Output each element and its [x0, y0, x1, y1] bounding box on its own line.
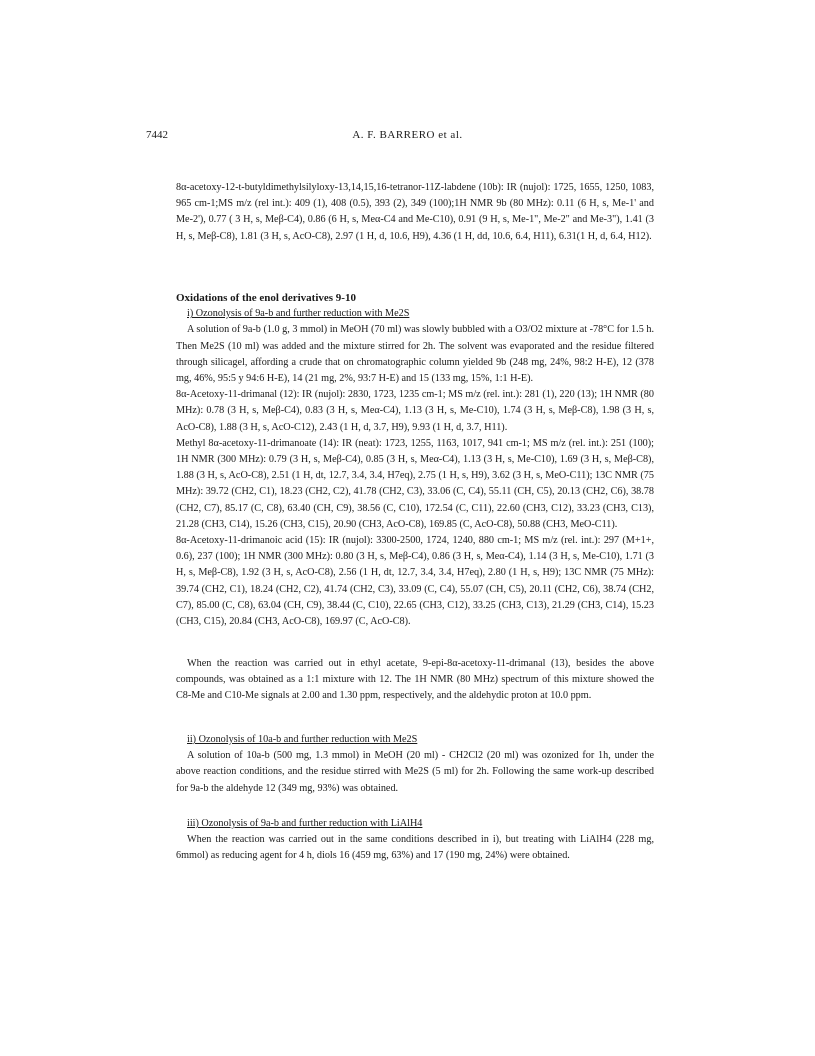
oxidations-section: [176, 290, 654, 630]
subsection-i-title: i) Ozonolysis of 9a-b and further reduction with Me2S: [187, 308, 410, 320]
paragraph-compound-13: When the reaction was carried out in ethyl acetate, 9-epi-8α-acetoxy-11-drimanal (13), besides the above compounds, was obtained as a 1:1 mixture with 12. The 1H NMR (80 MHz) spectrum of this mixture showed the C8-Me and C10-Me signals at 2.00 and 1.30 ppm, respectively, and the aldehydic proton at 10.0 ppm.: [176, 658, 654, 702]
paragraph-ozonolysis-10ab: A solution of 10a-b (500 mg, 1.3 mmol) in MeOH (20 ml) - CH2Cl2 (20 ml) was ozonized for 1h, under the above reaction conditions, and the residue stirred with Me2S (5 ml) for 2h. Following the same work-up described for 9a-b the aldehyde 12 (349 mg, 93%) was obtained.: [176, 750, 654, 794]
subsection-ii-title: ii) Ozonolysis of 10a-b and further reduction with Me2S: [187, 734, 418, 745]
ethyl-acetate-note: [176, 656, 654, 705]
page-number: 7442: [146, 129, 168, 141]
paragraph-compound-14: Methyl 8α-acetoxy-11-drimanoate (14): IR (neat): 1723, 1255, 1163, 1017, 941 cm-1; MS m/z (rel. int.): 251 (100); 1H NMR (300 MHz): 0.79 (3 H, s, Meβ-C4), 0.85 (3 H, s, Meα-C4), 1.13 (3 H, s, Me-C10), 1.69 (3 H, s, Meβ-C8), 1.88 (3 H, s, AcO-C8), 2.51 (1 H, dt, 12.7, 3.4, 3.4, H7eq), 2.75 (1 H, s, H9), 3.62 (3 H, s, MeO-C11); 13C NMR (75 MHz): 39.72 (CH2, C1), 18.23 (CH2, C2), 41.78 (CH2, C3), 33.06 (C, C4), 55.11 (CH, C5), 20.13 (CH2, C6), 38.78 (CH2, C7), 85.17 (C, C8), 63.40 (CH, C9), 38.56 (C, C10), 172.54 (C, C11), 22.60 (CH3, C12), 33.23 (CH3, C13), 21.28 (CH3, C14), 15.26 (CH3, C15), 20.90 (CH3, AcO-C8), 169.85 (C, AcO-C8), 50.88 (CH3, MeO-C11).: [176, 437, 654, 530]
section-title: Oxidations of the enol derivatives 9-10: [176, 292, 356, 304]
compound-10b-data: [176, 180, 654, 245]
subsection-ii: [176, 732, 654, 797]
paragraph-lialh4-reduction: When the reaction was carried out in the same conditions described in i), but treating with LiAlH4 (228 mg, 6mmol) as reducing agent for 4 h, diols 16 (459 mg, 63%) and 17 (190 mg, 24%) were obtained.: [176, 834, 654, 862]
paragraph-compound-15: 8α-Acetoxy-11-drimanoic acid (15): IR (nujol): 3300-2500, 1724, 1240, 880 cm-1; MS m/z (rel. int.): 297 (M+1+, 0.6), 237 (100); 1H NMR (300 MHz): 0.80 (3 H, s, Meβ-C4), 0.86 (3 H, s, Meα-C4), 1.14 (3 H, s, Me-C10), 1.71 (3 H, s, Meβ-C8), 1.92 (3 H, s, AcO-C8), 2.56 (1 H, dt, 12.7, 3.4, 3.4, H7eq), 2.80 (1 H, s, H9); 13C NMR (75 MHz): 39.74 (CH2, C1), 18.24 (CH2, C2), 41.74 (CH2, C3), 33.09 (C, C4), 55.07 (CH, C5), 20.11 (CH2, C6), 38.74 (CH2, C7), 85.00 (C, C8), 63.04 (CH, C9), 38.44 (C, C10), 22.65 (CH3, C12), 33.25 (CH3, C13), 21.29 (CH3, C14), 15.23 (CH3, C15), 20.84 (CH3, AcO-C8), 169.97 (C, AcO-C8).: [176, 535, 654, 628]
paragraph-10b: 8α-acetoxy-12-t-butyldimethylsilyloxy-13,14,15,16-tetranor-11Z-labdene (10b): IR (nujol): 1725, 1655, 1250, 1083, 965 cm-1;MS m/z (rel int.): 409 (1), 408 (0.5), 393 (2), 349 (100);1H NMR 9b (80 MHz): 0.11 (6 H, s, Me-1' and Me-2'), 0.77 ( 3 H, s, Meβ-C4), 0.86 (6 H, s, Meα-C4 and Me-C10), 0.91 (9 H, s, Me-1", Me-2" and Me-3"), 1.41 (3 H, s, Meβ-C8), 1.81 (3 H, s, AcO-C8), 2.97 (1 H, d, 10.6, H9), 4.36 (1 H, dd, 10.6, 6.4, H11), 6.31(1 H, d, 6.4, H12).: [176, 182, 654, 242]
subsection-iii: [176, 816, 654, 865]
subsection-iii-title: iii) Ozonolysis of 9a-b and further reduction with LiAlH4: [187, 818, 423, 829]
paragraph-ozonolysis-9ab: A solution of 9a-b (1.0 g, 3 mmol) in MeOH (70 ml) was slowly bubbled with a O3/O2 mixture at -78°C for 1.5 h. Then Me2S (10 ml) was added and the mixture stirred for 2h. The solvent was evaporated and the residue filtered through silicagel, affording a crude that on chromatographic column yielded 9b (248 mg, 24%, 98:2 H-E), 12 (378 mg, 46%, 95:5 y 94:6 H-E), 14 (21 mg, 2%, 93:7 H-E) and 15 (133 mg, 15%, 1:1 H-E).: [176, 324, 654, 385]
paragraph-compound-12: 8α-Acetoxy-11-drimanal (12): IR (nujol): 2830, 1723, 1235 cm-1; MS m/z (rel. int.): 281 (1), 220 (13); 1H NMR (80 MHz): 0.78 (3 H, s, Meβ-C4), 0.83 (3 H, s, Meα-C4), 1.13 (3 H, s, Me-C10), 1.74 (3 H, s, Meβ-C8), 1.98 (3 H, s, AcO-C8), 1.88 (3 H, s, AcO-C12), 2.43 (1 H, d, 3.7, H9), 9.93 (1 H, d, 3.7, H11).: [176, 389, 654, 433]
running-head: A. F. BARRERO et al.: [352, 129, 463, 141]
